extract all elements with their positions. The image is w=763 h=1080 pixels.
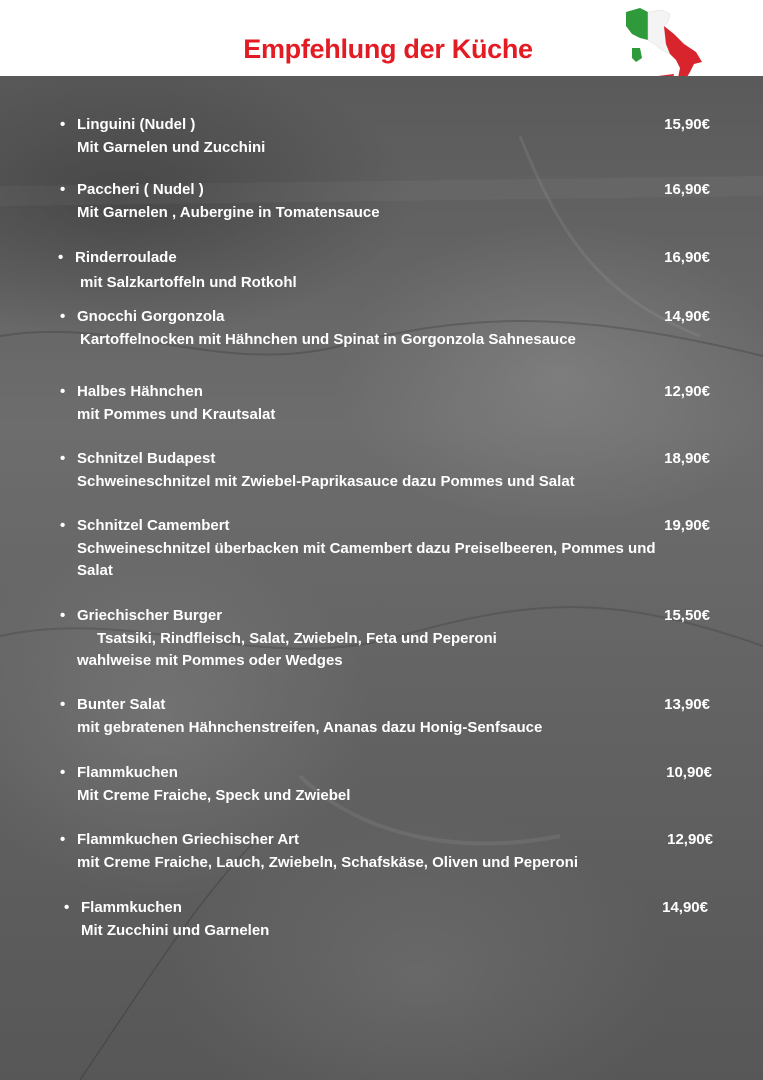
dish-price: 14,90€ (662, 899, 708, 916)
bullet: • (58, 249, 64, 266)
dish-price: 15,90€ (664, 116, 710, 133)
dish-description: Mit Garnelen und Zucchini (77, 138, 266, 156)
dish-name: Gnocchi Gorgonzola (77, 308, 225, 325)
dish-name: Flammkuchen (77, 764, 178, 781)
dish-price: 15,50€ (664, 607, 710, 624)
dish-description-continued: Salat (77, 562, 113, 579)
dish-description: mit Pommes und Krautsalat (77, 405, 276, 423)
dish-description: Mit Creme Fraiche, Speck und Zwiebel (77, 786, 351, 804)
dish-name: Schnitzel Budapest (77, 450, 216, 467)
dish-name: Flammkuchen Griechischer Art (77, 831, 300, 848)
dish-name: Halbes Hähnchen (77, 383, 203, 400)
bullet: • (60, 383, 66, 400)
dish-description: mit gebratenen Hähnchenstreifen, Ananas dazu Honig-Senfsauce (77, 718, 543, 736)
bullet: • (60, 607, 66, 624)
dish-description: Schweineschnitzel überbacken mit Camembert dazu Preiselbeeren, Pommes und (77, 539, 656, 557)
dish-description: Mit Zucchini und Garnelen (81, 921, 270, 939)
dish-description: Schweineschnitzel mit Zwiebel-Paprikasauce dazu Pommes und Salat (77, 472, 575, 490)
bullet: • (60, 831, 66, 848)
dish-name: Rinderroulade (75, 249, 177, 266)
bullet: • (60, 450, 66, 467)
menu-board (0, 76, 763, 1080)
dish-description: Tsatsiki, Rindfleisch, Salat, Zwiebeln, Feta und Peperoni (97, 629, 497, 647)
dish-price: 13,90€ (664, 696, 710, 713)
bullet: • (60, 764, 66, 781)
page-title: Empfehlung der Küche (243, 34, 533, 64)
bullet: • (60, 181, 66, 198)
dish-price: 12,90€ (664, 383, 710, 400)
dish-description-continued: wahlweise mit Pommes oder Wedges (77, 652, 343, 669)
dish-price: 12,90€ (667, 831, 713, 848)
header (0, 0, 763, 76)
dish-name: Schnitzel Camembert (77, 517, 230, 534)
dish-description: Kartoffelnocken mit Hähnchen und Spinat in Gorgonzola Sahnesauce (80, 330, 576, 348)
dish-price: 10,90€ (666, 764, 712, 781)
dish-price: 14,90€ (664, 308, 710, 325)
bullet: • (60, 308, 66, 325)
dish-description: Mit Garnelen , Aubergine in Tomatensauce (77, 203, 380, 221)
dish-price: 19,90€ (664, 517, 710, 534)
dish-name: Flammkuchen (81, 899, 182, 916)
dish-name: Griechischer Burger (77, 607, 223, 624)
dish-price: 18,90€ (664, 450, 710, 467)
bullet: • (60, 696, 66, 713)
italy-flag-map-icon (618, 4, 708, 86)
bullet: • (60, 517, 66, 534)
dish-name: Paccheri ( Nudel ) (77, 181, 204, 198)
bullet: • (60, 116, 66, 133)
dish-description: mit Creme Fraiche, Lauch, Zwiebeln, Schafskäse, Oliven und Peperoni (77, 853, 578, 871)
dish-price: 16,90€ (664, 249, 710, 266)
dish-description: mit Salzkartoffeln und Rotkohl (80, 274, 297, 291)
bullet: • (64, 899, 70, 916)
dish-price: 16,90€ (664, 181, 710, 198)
dish-name: Linguini (Nudel ) (77, 116, 196, 133)
dish-name: Bunter Salat (77, 696, 166, 713)
